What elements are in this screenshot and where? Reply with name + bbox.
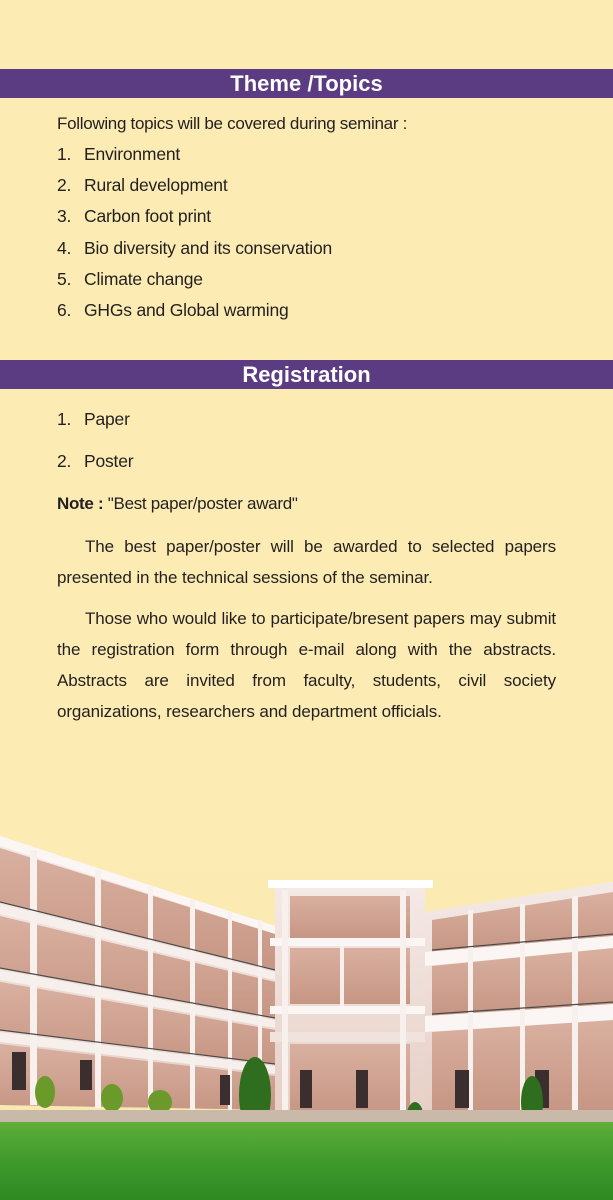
registration-item-label: Paper bbox=[84, 409, 130, 429]
registration-header: Registration bbox=[0, 360, 613, 389]
award-note bbox=[57, 494, 298, 514]
topic-label: Environment bbox=[84, 144, 181, 164]
list-item bbox=[57, 451, 133, 493]
list-number: 1. bbox=[57, 144, 72, 164]
topic-label: Bio diversity and its conservation bbox=[84, 237, 333, 258]
topic-label: Rural development bbox=[84, 175, 228, 196]
topic-label: Climate change bbox=[84, 268, 203, 289]
list-number: 3. bbox=[57, 206, 72, 227]
submission-paragraph: Those who would like to participate/bresent papers may submit the registration form through e-mail along with the abstracts. Abstracts are invited from faculty, students, civil society organizations, researchers and department officials. bbox=[57, 609, 556, 721]
list-number: 6. bbox=[57, 299, 72, 320]
list-item bbox=[57, 409, 133, 451]
list-item bbox=[57, 300, 332, 331]
registration-item-label: Poster bbox=[84, 451, 134, 471]
list-number: 2. bbox=[57, 175, 72, 196]
registration-list bbox=[57, 409, 133, 493]
note-label: Note : bbox=[57, 494, 104, 513]
topics-intro: Following topics will be covered during seminar : bbox=[57, 114, 408, 133]
college-building-photo bbox=[0, 820, 613, 1200]
list-item bbox=[57, 269, 332, 300]
list-item bbox=[57, 144, 332, 175]
topics-list bbox=[57, 144, 332, 331]
list-item bbox=[57, 206, 332, 237]
list-number: 1. bbox=[57, 409, 72, 429]
note-text: "Best paper/poster award" bbox=[103, 494, 298, 513]
list-item bbox=[57, 175, 332, 206]
list-number: 4. bbox=[57, 237, 72, 258]
topic-label: Carbon foot print bbox=[84, 206, 211, 227]
list-number: 5. bbox=[57, 268, 72, 289]
award-paragraph: The best paper/poster will be awarded to selected papers presented in the technical sessions of the seminar. bbox=[57, 537, 556, 587]
topic-label: GHGs and Global warming bbox=[84, 299, 289, 320]
list-item bbox=[57, 238, 332, 269]
theme-topics-header: Theme /Topics bbox=[0, 69, 613, 98]
list-number: 2. bbox=[57, 451, 72, 471]
